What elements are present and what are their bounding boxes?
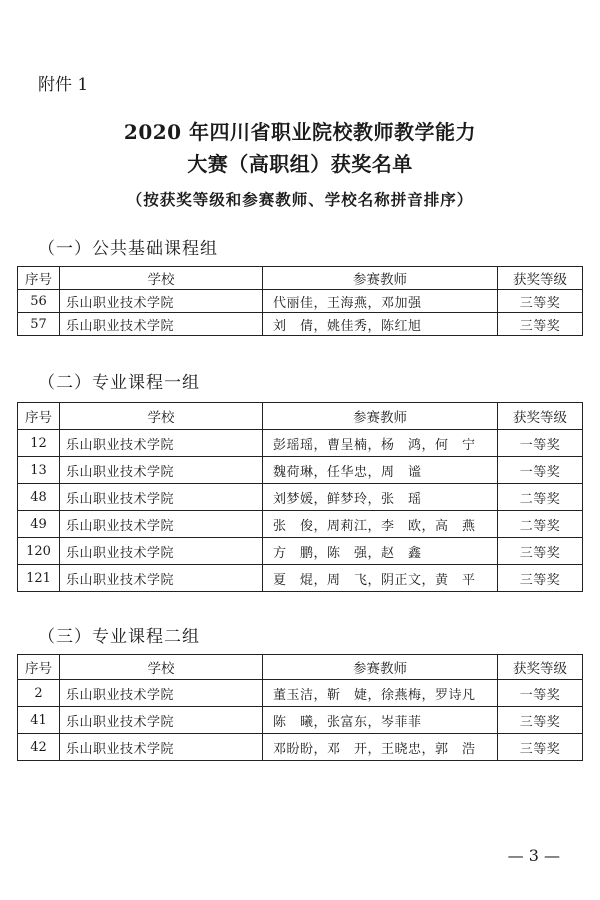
cell-school: 乐山职业技术学院 [60, 484, 263, 511]
cell-school: 乐山职业技术学院 [60, 538, 263, 565]
section-heading-professional-2: （三）专业课程二组 [38, 627, 200, 647]
table-row [18, 680, 583, 707]
header-teachers: 参赛教师 [263, 267, 498, 290]
table-row [18, 457, 583, 484]
header-teachers: 参赛教师 [263, 655, 498, 680]
header-level: 获奖等级 [498, 267, 583, 290]
table-row [18, 511, 583, 538]
cell-teachers: 董玉洁，靳 婕，徐燕梅，罗诗凡 [263, 680, 498, 707]
cell-teachers: 陈 曦，张富东，岑菲菲 [263, 707, 498, 734]
table-row [18, 565, 583, 592]
table-row [18, 707, 583, 734]
cell-teachers: 刘梦媛，鲜梦玲，张 瑶 [263, 484, 498, 511]
cell-level: 三等奖 [498, 538, 583, 565]
header-number: 序号 [18, 267, 60, 290]
cell-level: 三等奖 [498, 734, 583, 761]
table-row [18, 734, 583, 761]
cell-school: 乐山职业技术学院 [60, 430, 263, 457]
document-title-line2: 大赛（高职组）获奖名单 [187, 152, 413, 176]
cell-school: 乐山职业技术学院 [60, 313, 263, 336]
table-row [18, 430, 583, 457]
header-school: 学校 [60, 403, 263, 430]
cell-level: 三等奖 [498, 565, 583, 592]
cell-level: 一等奖 [498, 430, 583, 457]
cell-number: 2 [18, 680, 60, 707]
page-number: — 3 — [507, 846, 560, 865]
cell-school: 乐山职业技术学院 [60, 680, 263, 707]
cell-number: 56 [18, 290, 60, 313]
cell-teachers: 彭瑶瑶，曹呈楠，杨 鸿，何 宁 [263, 430, 498, 457]
table-row [18, 484, 583, 511]
cell-number: 48 [18, 484, 60, 511]
cell-level: 一等奖 [498, 457, 583, 484]
document-title-line1: 2020 年四川省职业院校教师教学能力 [123, 120, 477, 144]
cell-number: 13 [18, 457, 60, 484]
section-heading-professional-1: （二）专业课程一组 [38, 373, 200, 393]
cell-number: 121 [18, 565, 60, 592]
cell-level: 一等奖 [498, 680, 583, 707]
header-school: 学校 [60, 267, 263, 290]
section-heading-public-basic: （一）公共基础课程组 [38, 239, 218, 259]
cell-number: 120 [18, 538, 60, 565]
cell-number: 41 [18, 707, 60, 734]
cell-number: 12 [18, 430, 60, 457]
attachment-label: 附件 1 [38, 75, 89, 95]
table-header-row [18, 403, 583, 430]
cell-school: 乐山职业技术学院 [60, 707, 263, 734]
award-table-professional-1 [17, 402, 583, 592]
cell-school: 乐山职业技术学院 [60, 290, 263, 313]
award-table-public-basic [17, 266, 583, 336]
table-header-row [18, 655, 583, 680]
header-level: 获奖等级 [498, 655, 583, 680]
header-school: 学校 [60, 655, 263, 680]
table-row [18, 313, 583, 336]
table-row [18, 538, 583, 565]
header-level: 获奖等级 [498, 403, 583, 430]
cell-level: 三等奖 [498, 313, 583, 336]
table-header-row [18, 267, 583, 290]
cell-number: 42 [18, 734, 60, 761]
cell-level: 三等奖 [498, 290, 583, 313]
cell-teachers: 夏 焜，周 飞，阴正文，黄 平 [263, 565, 498, 592]
cell-teachers: 张 俊，周莉江，李 欧，高 燕 [263, 511, 498, 538]
document-subtitle: （按获奖等级和参赛教师、学校名称拼音排序） [126, 190, 474, 209]
award-table-professional-2 [17, 654, 583, 761]
cell-teachers: 方 鹏，陈 强，赵 鑫 [263, 538, 498, 565]
cell-number: 49 [18, 511, 60, 538]
cell-school: 乐山职业技术学院 [60, 734, 263, 761]
cell-school: 乐山职业技术学院 [60, 457, 263, 484]
cell-level: 二等奖 [498, 511, 583, 538]
cell-level: 三等奖 [498, 707, 583, 734]
header-teachers: 参赛教师 [263, 403, 498, 430]
cell-teachers: 魏荷琳，任华忠，周 谧 [263, 457, 498, 484]
cell-teachers: 刘 倩，姚佳秀，陈红旭 [263, 313, 498, 336]
cell-teachers: 代丽佳，王海燕，邓加强 [263, 290, 498, 313]
table-row [18, 290, 583, 313]
header-number: 序号 [18, 655, 60, 680]
cell-school: 乐山职业技术学院 [60, 511, 263, 538]
cell-school: 乐山职业技术学院 [60, 565, 263, 592]
cell-level: 二等奖 [498, 484, 583, 511]
header-number: 序号 [18, 403, 60, 430]
cell-teachers: 邓盼盼，邓 开，王晓忠，郭 浩 [263, 734, 498, 761]
cell-number: 57 [18, 313, 60, 336]
